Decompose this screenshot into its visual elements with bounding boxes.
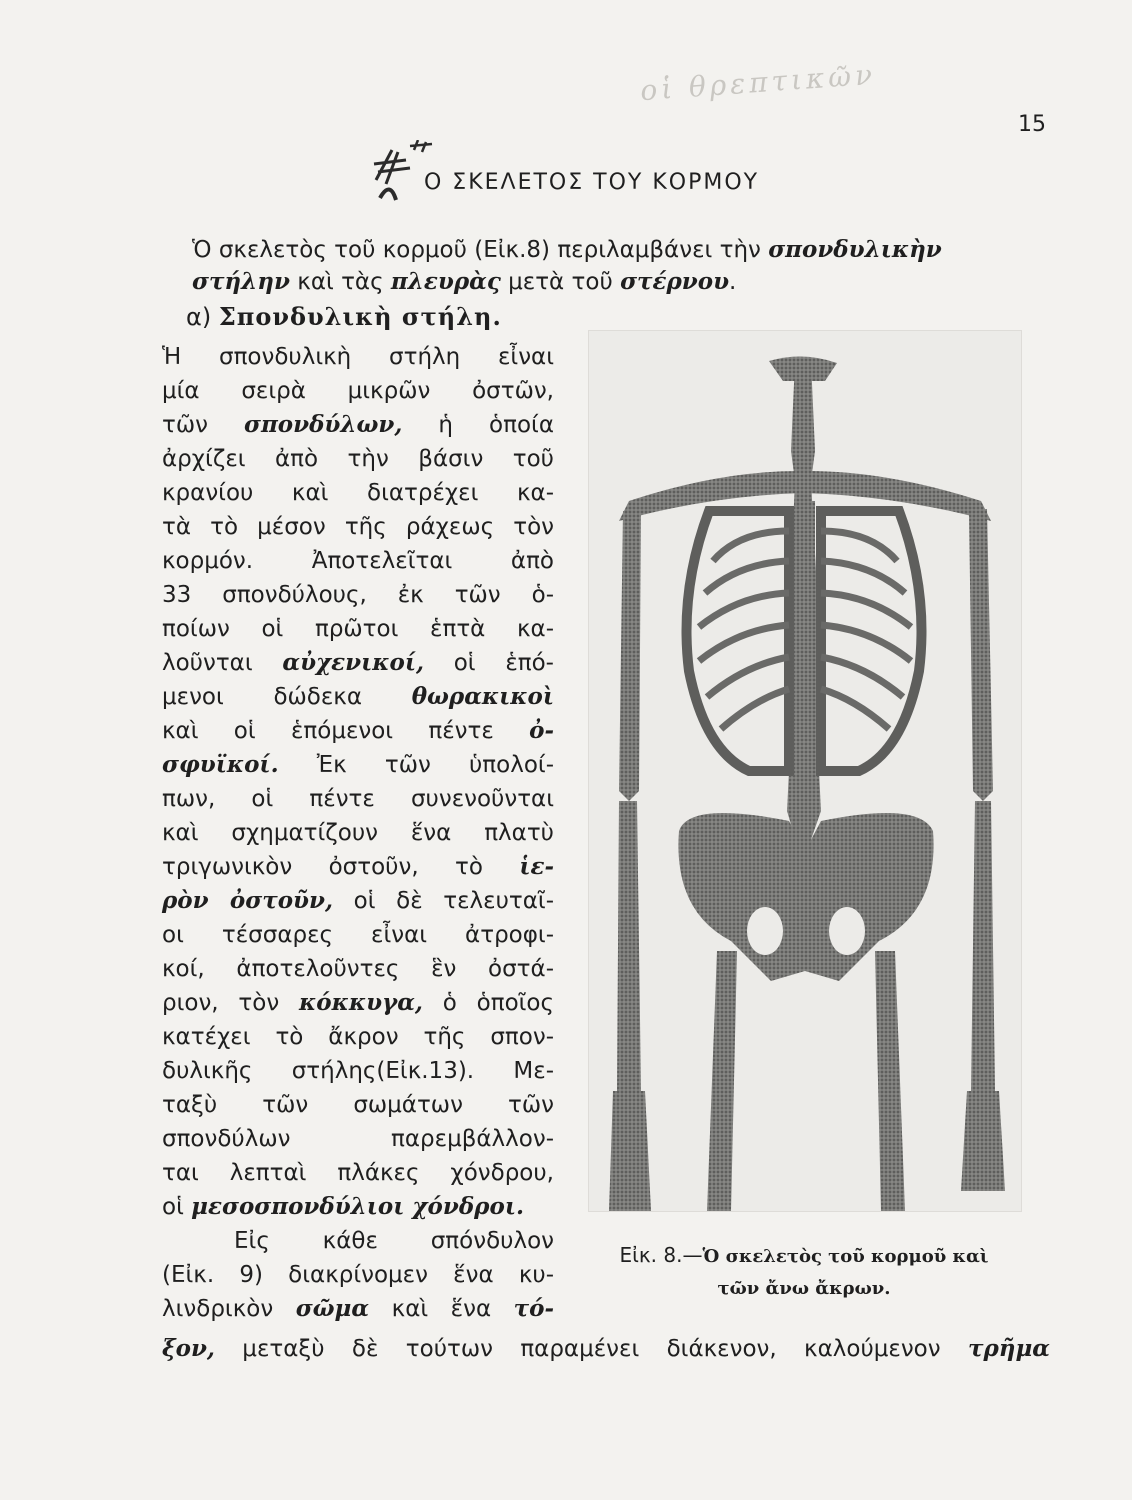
intro-line-1 xyxy=(192,234,1052,266)
body-text: τριγωνικὸν ὀστοῦν, τὸ xyxy=(162,854,520,880)
chapter-title: Ο ΣΚΕΛΕΤΟΣ ΤΟΥ ΚΟΡΜΟΥ xyxy=(424,170,760,195)
intro-term-ribs: πλευρὰς xyxy=(390,268,501,295)
term-foramen: τρῆμα xyxy=(967,1335,1050,1362)
body-text: λοῦνται xyxy=(162,650,283,676)
intro-term-column: στήλην xyxy=(192,268,290,295)
body-text: οἱ xyxy=(162,1194,192,1220)
term-coccyx: κόκκυγα, xyxy=(299,989,423,1016)
body-text: μεταξὺ δὲ τούτων παραμένει διάκενον, καλούμενον xyxy=(214,1336,968,1362)
intro-text: καὶ τὰς xyxy=(289,269,391,295)
body-line: μία σειρὰ μικρῶν ὀστῶν, xyxy=(162,378,554,404)
body-line: ἀρχίζει ἀπὸ τὴν βάσιν τοῦ xyxy=(162,446,554,472)
body-line: πων, οἱ πέντε συνενοῦνται xyxy=(162,786,554,812)
term-arch-end: ξον, xyxy=(162,1335,215,1362)
term-thoracic: θωρακικοὶ xyxy=(411,683,554,710)
section-heading xyxy=(186,302,502,331)
body-line: τὰ τὸ μέσον τῆς ράχεως τὸν xyxy=(162,514,554,540)
body-line xyxy=(162,1190,554,1224)
term-lumbar-end: σφυϊκοί. xyxy=(162,751,279,778)
intro-line-2 xyxy=(192,266,1052,298)
handwritten-note: οἱ θρεπτικῶν xyxy=(639,57,878,108)
body-line: κατέχει τὸ ἄκρον τῆς σπον- xyxy=(162,1024,554,1050)
body-line: Εἰς κάθε σπόνδυλον xyxy=(234,1228,554,1254)
body-line: κοί, ἀποτελοῦντες ἓν ὀστά- xyxy=(162,956,554,982)
term-vertebrae: σπονδύλων, xyxy=(244,411,403,438)
body-line: κρανίου καὶ διατρέχει κα- xyxy=(162,480,554,506)
body-text: μενοι δώδεκα xyxy=(162,684,412,710)
term-body: σῶμα xyxy=(295,1295,370,1322)
body-text: ἡ ὁποία xyxy=(402,412,554,438)
body-line: ται λεπταὶ πλάκες χόνδρου, xyxy=(162,1160,554,1186)
term-sacrum-end: ρὸν ὀστοῦν, xyxy=(162,887,333,914)
body-line xyxy=(162,748,554,782)
body-line: οι τέσσαρες εἶναι ἀτροφι- xyxy=(162,922,554,948)
body-line: σπονδύλων παρεμβάλλον- xyxy=(162,1126,554,1152)
body-line: (Εἰκ. 9) διακρίνομεν ἕνα κυ- xyxy=(162,1262,554,1288)
body-line xyxy=(162,1292,554,1326)
intro-term-spine: σπονδυλικὴν xyxy=(768,236,942,263)
body-line xyxy=(162,646,554,680)
body-line xyxy=(162,850,554,884)
term-lumbar-start: ὀ- xyxy=(529,717,554,744)
caption-line-1 xyxy=(588,1240,1020,1272)
body-text: καὶ ἕνα xyxy=(369,1296,514,1322)
term-intervertebral-discs: μεσοσπονδύλιοι χόνδροι. xyxy=(191,1193,524,1220)
intro-text: . xyxy=(729,269,737,295)
body-line xyxy=(162,714,554,748)
body-line-full-width xyxy=(162,1332,1050,1366)
figure-caption xyxy=(588,1240,1020,1304)
body-text: ριον, τὸν xyxy=(162,990,300,1016)
caption-line-2 xyxy=(588,1272,1020,1304)
intro-term-sternum: στέρνου xyxy=(620,268,730,295)
term-cervical: αὐχενικοί, xyxy=(282,649,424,676)
body-text: Ἐκ τῶν ὑπολοί- xyxy=(278,752,554,778)
intro-text: Ὁ σκελετὸς τοῦ κορμοῦ (Εἰκ.8) περιλαμβάνει τὴν xyxy=(192,237,769,263)
intro-paragraph xyxy=(192,234,1052,298)
page-number: 15 xyxy=(1018,112,1046,137)
caption-text: Ὁ σκελετὸς τοῦ κορμοῦ καὶ xyxy=(702,1246,989,1267)
caption-label: Εἰκ. 8.— xyxy=(619,1243,703,1267)
body-text: τῶν xyxy=(162,412,244,438)
body-line: καὶ σχηματίζουν ἕνα πλατὺ xyxy=(162,820,554,846)
intro-text: μετὰ τοῦ xyxy=(500,269,621,295)
caption-text: τῶν ἄνω ἄκρων. xyxy=(717,1278,891,1299)
section-title: Σπονδυλικὴ στήλη. xyxy=(218,302,502,331)
skeleton-figure xyxy=(588,330,1022,1212)
body-line xyxy=(162,986,554,1020)
body-line: 33 σπονδύλους, ἐκ τῶν ὁ- xyxy=(162,582,554,608)
body-text: καὶ οἱ ἑπόμενοι πέντε xyxy=(162,718,530,744)
body-text: λινδρικὸν xyxy=(162,1296,296,1322)
body-line: δυλικῆς στήλης(Εἰκ.13). Με- xyxy=(162,1058,554,1084)
body-text: οἱ ἑπό- xyxy=(423,650,554,676)
body-column xyxy=(162,340,554,1326)
term-sacrum-start: ἱε- xyxy=(519,853,554,880)
term-arch-start: τό- xyxy=(513,1295,555,1322)
body-text: ὁ ὁποῖος xyxy=(422,990,554,1016)
body-line xyxy=(162,680,554,714)
body-text: οἱ δὲ τελευταῖ- xyxy=(332,888,554,914)
body-line xyxy=(162,408,554,442)
body-line xyxy=(162,884,554,918)
body-line: Ἡ σπονδυλικὴ στήλη εἶναι xyxy=(162,344,554,370)
body-line: ταξὺ τῶν σωμάτων τῶν xyxy=(162,1092,554,1118)
body-line: κορμόν. Ἀποτελεῖται ἀπὸ xyxy=(162,548,554,574)
skeleton-icon xyxy=(589,331,1021,1211)
section-label: α) xyxy=(186,303,219,331)
body-line: ποίων οἱ πρῶτοι ἑπτὰ κα- xyxy=(162,616,554,642)
